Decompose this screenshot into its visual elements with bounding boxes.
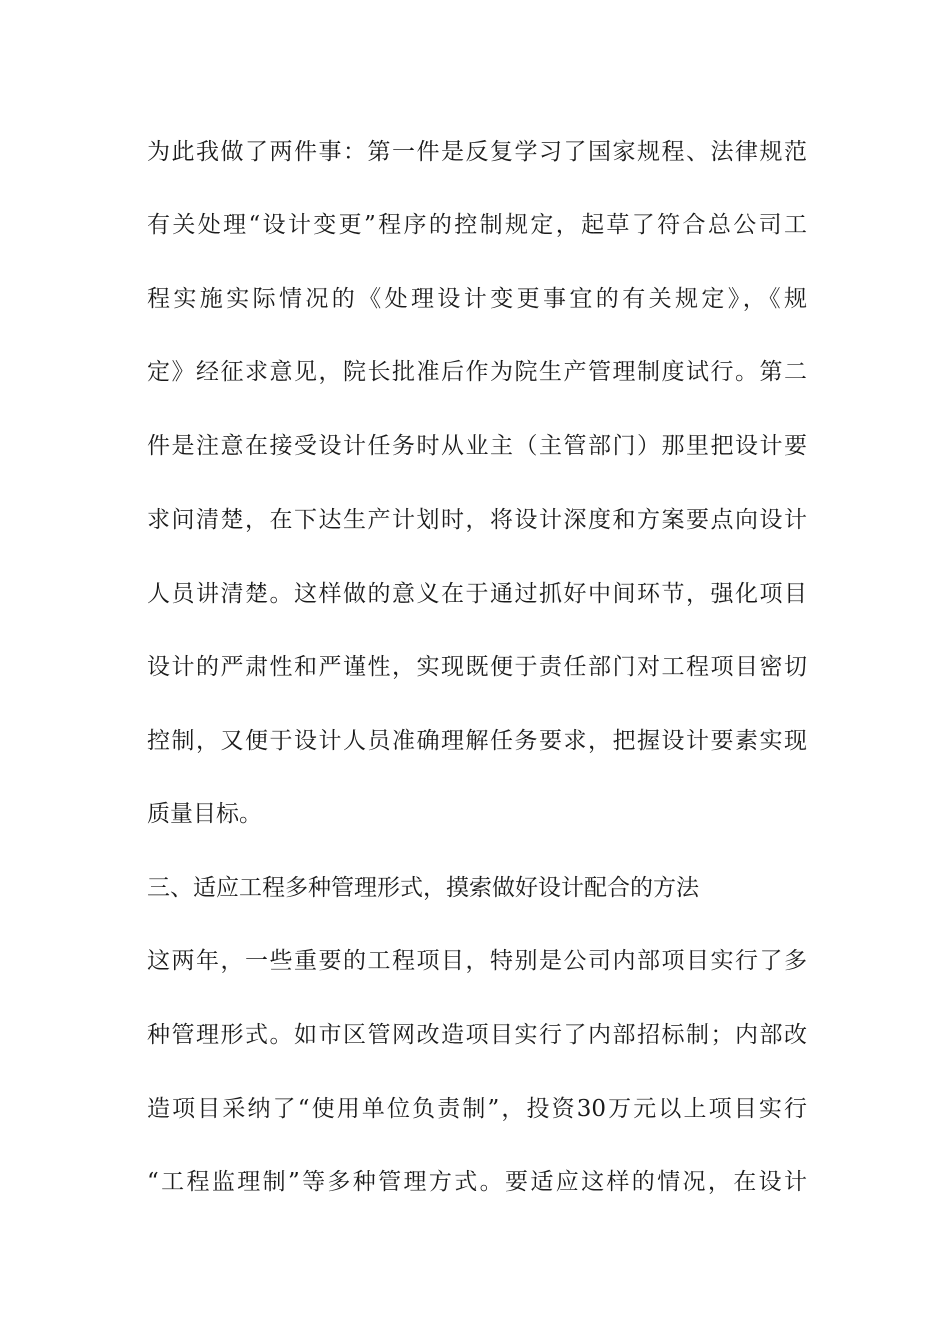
paragraph-line: 程实施实际情况的《处理设计变更事宜的有关规定》，《规 xyxy=(147,286,807,312)
paragraph-line: 有关处理“设计变更”程序的控制规定，起草了符合总公司工 xyxy=(147,212,807,238)
paragraph-line: 控制，又便于设计人员准确理解任务要求，把握设计要素实现 xyxy=(147,728,807,754)
paragraph-line: 人员讲清楚。这样做的意义在于通过抓好中间环节，强化项目 xyxy=(147,581,807,607)
paragraph-line: 设计的严肃性和严谨性，实现既便于责任部门对工程项目密切 xyxy=(147,654,807,680)
paragraph-line: 这两年，一些重要的工程项目，特别是公司内部项目实行了多 xyxy=(147,948,807,974)
paragraph-line: 为此我做了两件事：第一件是反复学习了国家规程、法律规范 xyxy=(147,139,807,165)
paragraph-line: 种管理形式。如市区管网改造项目实行了内部招标制；内部改 xyxy=(147,1022,807,1048)
section-heading: 三、适应工程多种管理形式，摸索做好设计配合的方法 xyxy=(147,875,699,901)
paragraph-line: 造项目采纳了“使用单位负责制”，投资30万元以上项目实行 xyxy=(147,1096,807,1122)
paragraph-line: 质量目标。 xyxy=(147,801,262,827)
paragraph-line: “工程监理制”等多种管理方式。要适应这样的情况，在设计 xyxy=(147,1169,807,1195)
paragraph-line: 件是注意在接受设计任务时从业主（主管部门）那里把设计要 xyxy=(147,433,807,459)
paragraph-line: 求问清楚，在下达生产计划时，将设计深度和方案要点向设计 xyxy=(147,507,807,533)
paragraph-line: 定》经征求意见，院长批准后作为院生产管理制度试行。第二 xyxy=(147,359,807,385)
